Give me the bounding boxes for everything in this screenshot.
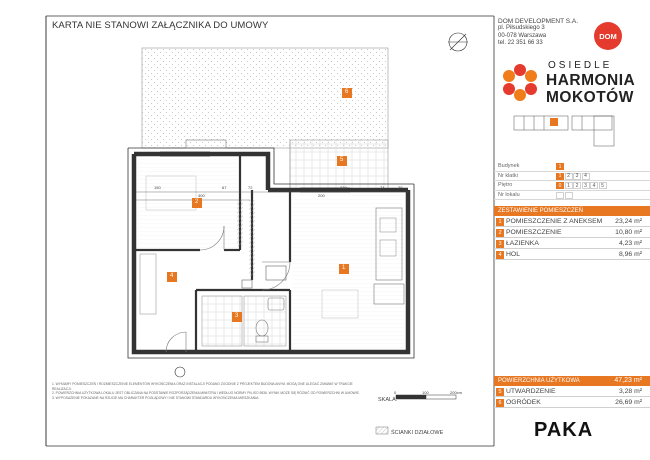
page-title: KARTA NIE STANOWI ZAŁĄCZNIKA DO UMOWY (52, 20, 269, 31)
legal-notes (52, 382, 370, 400)
room-row: 4 HOL 8,96 m² (494, 250, 650, 260)
extra-area-row: 5 UTWARDZENIE 3,28 m² (494, 387, 650, 397)
company-address-2: 00-078 Warszawa (498, 32, 547, 39)
room-label-3: 3 (235, 313, 239, 319)
room-label-6: 6 (345, 89, 349, 95)
location-cell (556, 192, 564, 199)
usable-area-header: POWIERZCHNIA UŻYTKOWA 47,23 m² (494, 376, 650, 386)
location-cell: 4 (590, 182, 598, 189)
dim-label: 150 (154, 185, 161, 190)
legend-label: ŚCIANKI DZIAŁOWE (391, 430, 444, 436)
dim-label: 219 (340, 185, 347, 190)
brand-line-2: HARMONIA (546, 72, 636, 89)
dim-label: 400 (198, 193, 205, 198)
company-address-1: pl. Piłsudskiego 3 (498, 25, 545, 32)
room-row: 2 POMIESZCZENIE 10,80 m² (494, 228, 650, 238)
location-row-unit: Nr lokalu (494, 191, 650, 201)
rooms-header: ZESTAWIENIE POMIESZCZEŃ (494, 206, 650, 216)
location-cell: 1 (565, 182, 573, 189)
scale-tick: 200cm (450, 390, 463, 395)
brand-line-3: MOKOTÓW (546, 89, 634, 106)
company-phone: tel. 22 351 66 33 (498, 40, 543, 47)
location-cell: 0 (556, 182, 564, 189)
location-row-stairwell: Nr klatki 1 2 3 4 (494, 172, 650, 182)
flower-logo-icon (500, 62, 540, 102)
location-row-building: Budynek 1 (494, 162, 650, 172)
legend-swatch (376, 427, 388, 434)
location-cell: 2 (565, 173, 573, 180)
location-cell: 3 (573, 173, 581, 180)
company-info (498, 18, 578, 48)
room-label-4: 4 (170, 273, 174, 279)
note-line: 1. WYMIARY POMIESZCZEŃ I ROZMIESZCZENIE ELEMENTÓW WYKOŃCZENIA ORAZ INSTALACJI PODANO ZGODNIE Z PROJEKTEM BUDOWLANYM. MOGĄ ONE ULEGAĆ ZMIANIE W TRAKCIE REALIZACJI. (52, 382, 353, 391)
location-cell: 5 (599, 182, 607, 189)
company-name: DOM DEVELOPMENT S.A. (498, 18, 579, 25)
dim-label: 38 (398, 185, 403, 190)
location-cell: 1 (556, 173, 564, 180)
scale-tick: 0 (394, 390, 397, 395)
scale-label: SKALA: (378, 397, 398, 403)
note-line: 3. WYPOSAŻENIE POKAZANE NA RZUCIE MA CHARAKTER POGLĄDOWY I NIE STANOWI STANDARDU WYKOŃCZENIA MIESZKANIA. (52, 395, 260, 400)
dim-label: 200 (318, 193, 325, 198)
paka-logo: PAKA (534, 419, 594, 441)
dim-label: 72 (248, 185, 253, 190)
location-cell: 1 (556, 163, 564, 170)
info-panel (494, 16, 650, 460)
usable-area-total: 47,23 m² (614, 377, 642, 384)
location-cell: 2 (573, 182, 581, 189)
room-label-1: 1 (342, 265, 346, 271)
brand-line-1: OSIEDLE (548, 60, 613, 71)
location-cell (565, 192, 573, 199)
room-row: 1 POMIESZCZENIE Z ANEKSEM 23,24 m² (494, 217, 650, 227)
dim-label: 67 (222, 185, 227, 190)
note-line: 2. POWIERZCHNIA UŻYTKOWA LOKALU JEST OBLICZANA NA PODSTAWIE ROZPORZĄDZENIA MINISTRA I WEDŁUG NORMY PN-ISO 9836. WYNIK MOŻE SIĘ RÓŻNIĆ OD POWIERZCHNI W UMOWIE. (52, 391, 360, 396)
location-cell: 3 (582, 182, 590, 189)
location-row-floor: Piętro 0 1 2 3 4 5 (494, 181, 650, 191)
dim-label: 74 (380, 185, 385, 190)
location-table (494, 162, 650, 200)
dom-logo: DOM (594, 22, 622, 50)
harmonia-logo (500, 56, 650, 118)
extra-area-row: 6 OGRÓDEK 26,69 m² (494, 398, 650, 408)
room-label-2: 2 (195, 199, 199, 205)
room-row: 3 ŁAZIENKA 4,23 m² (494, 239, 650, 249)
room-label-5: 5 (340, 157, 344, 163)
location-cell: 4 (582, 173, 590, 180)
scale-tick: 100 (422, 390, 429, 395)
scale-bar (396, 395, 456, 399)
